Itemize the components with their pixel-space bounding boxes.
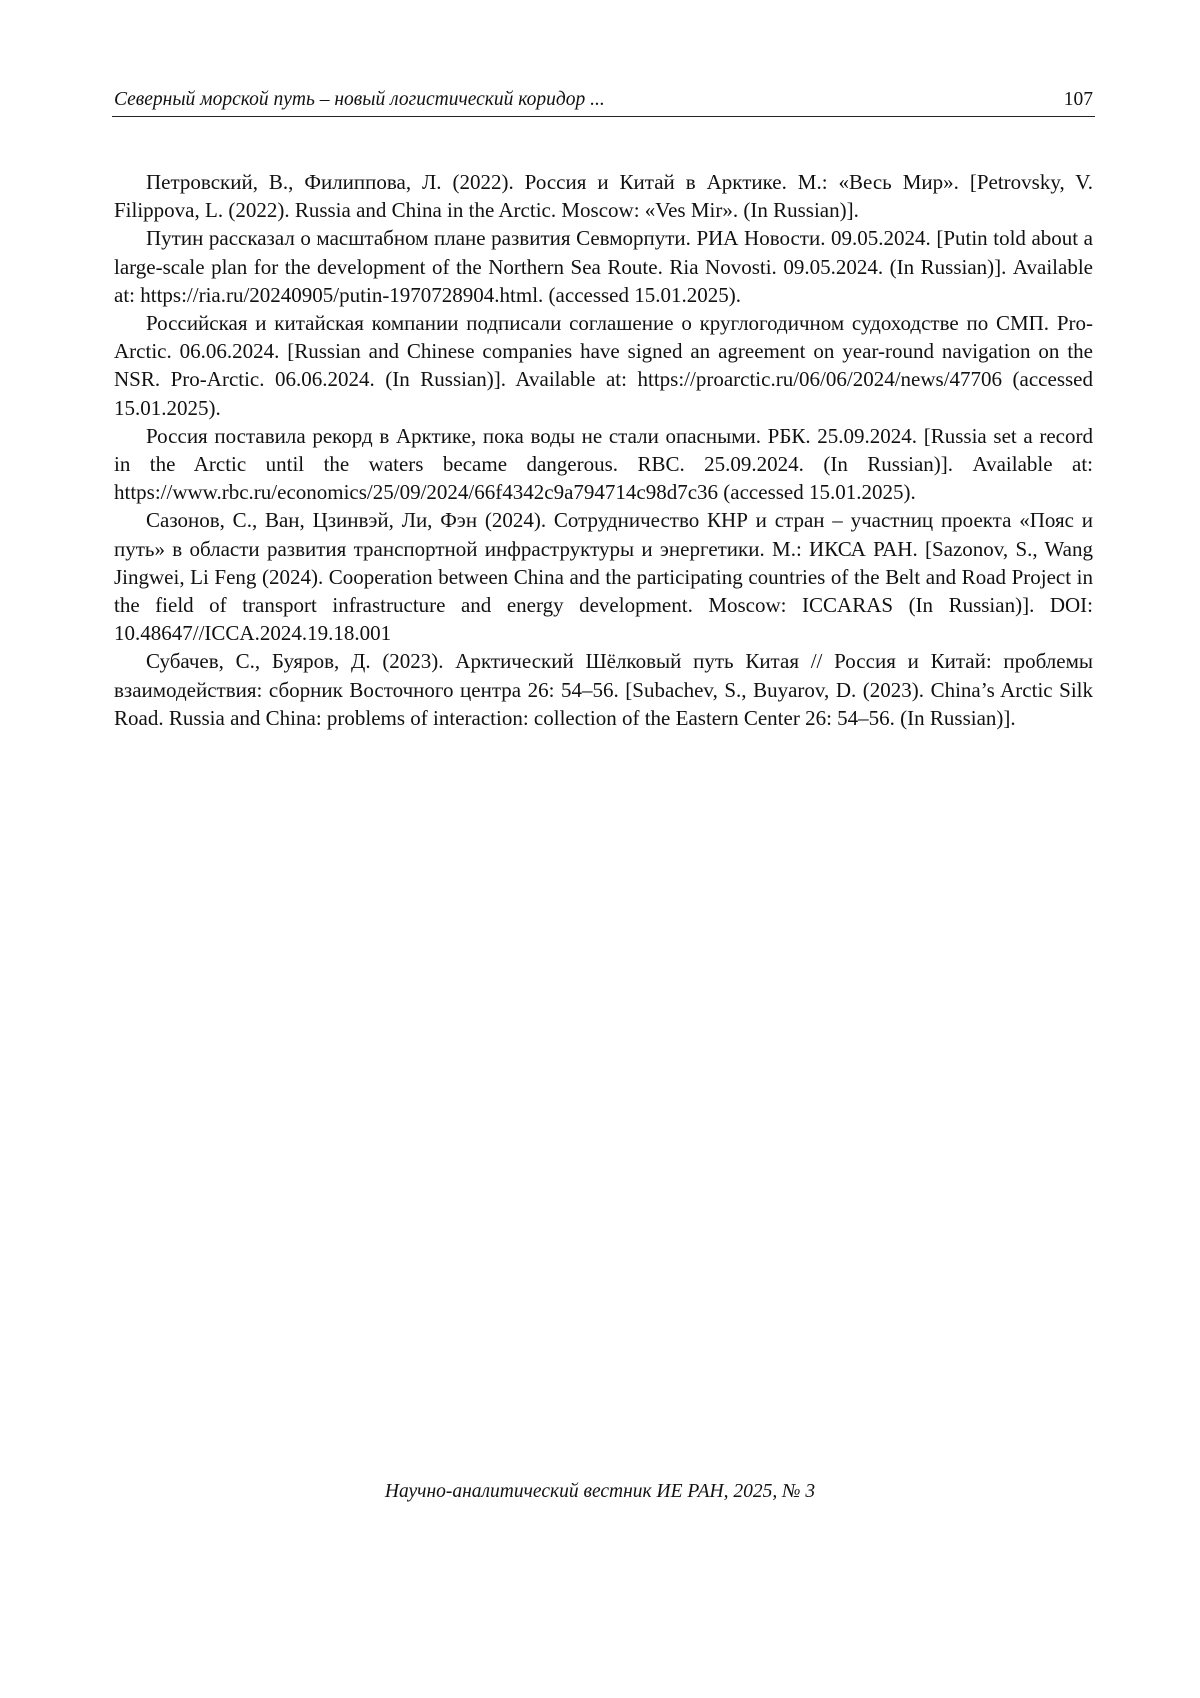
reference-entry: Субачев, С., Буяров, Д. (2023). Арктический Шёлковый путь Китая // Россия и Китай: проблемы взаимодействия: сборник Восточного центра 26: 54–56. [Subachev, S., Buyarov, D. (2023). China’s Arctic Silk Road. Russia and China: problems of interaction: collection of the Eastern Center 26: 54–56. (In Russian)]. (114, 649, 1093, 730)
reference-entry: Путин рассказал о масштабном плане развития Севморпути. РИА Новости. 09.05.2024. [Putin told about a large-scale plan for the development of the Northern Sea Route. Ria Novosti. 09.05.2024. (In Russian)]. Available at: https://ria.ru/20240905/putin-1970728904.html. (accessed 15.01.2025). (114, 226, 1093, 307)
reference-entry: Сазонов, С., Ван, Цзинвэй, Ли, Фэн (2024). Сотрудничество КНР и стран – участниц проекта «Пояс и путь» в области развития транспортной инфраструктуры и энергетики. М.: ИКСА РАН. [Sazonov, S., Wang Jingwei, Li Feng (2024). Cooperation between China and the participating countries of the Belt and Road Project in the field of transport infrastructure and energy development. Moscow: ICCARAS (In Russian)]. DOI: 10.48647//ICCA.2024.19.18.001 (114, 508, 1093, 646)
reference-list (114, 168, 1093, 732)
reference-entry: Россия поставила рекорд в Арктике, пока воды не стали опасными. РБК. 25.09.2024. [Russia set a record in the Arctic until the waters became dangerous. RBC. 25.09.2024. (In Russian)]. Available at: https://www.rbc.ru/economics/25/09/2024/66f4342c9a794714c98d7c36 (accessed 15.01.2025). (114, 423, 1093, 505)
running-title: Северный морской путь – новый логистический коридор ... (114, 89, 605, 110)
running-header (112, 84, 1095, 117)
reference-entry: Российская и китайская компании подписали соглашение о круглогодичном судоходстве по СМП. Pro-Arctic. 06.06.2024. [Russian and Chinese companies have signed an agreement on year-round navigation on the NSR. Pro-Arctic. 06.06.2024. (In Russian)]. Available at: https://proarctic.ru/06/06/2024/news/47706 (accessed 15.01.2025). (114, 311, 1093, 420)
page-number: 107 (1063, 89, 1093, 110)
running-footer: Научно-аналитический вестник ИЕ РАН, 2025, № 3 (384, 1481, 816, 1502)
reference-entry: Петровский, В., Филиппова, Л. (2022). Россия и Китай в Арктике. М.: «Весь Мир». [Petrovsky, V. Filippova, L. (2022). Russia and China in the Arctic. Moscow: «Ves Mir». (In Russian)]. (114, 170, 1093, 223)
